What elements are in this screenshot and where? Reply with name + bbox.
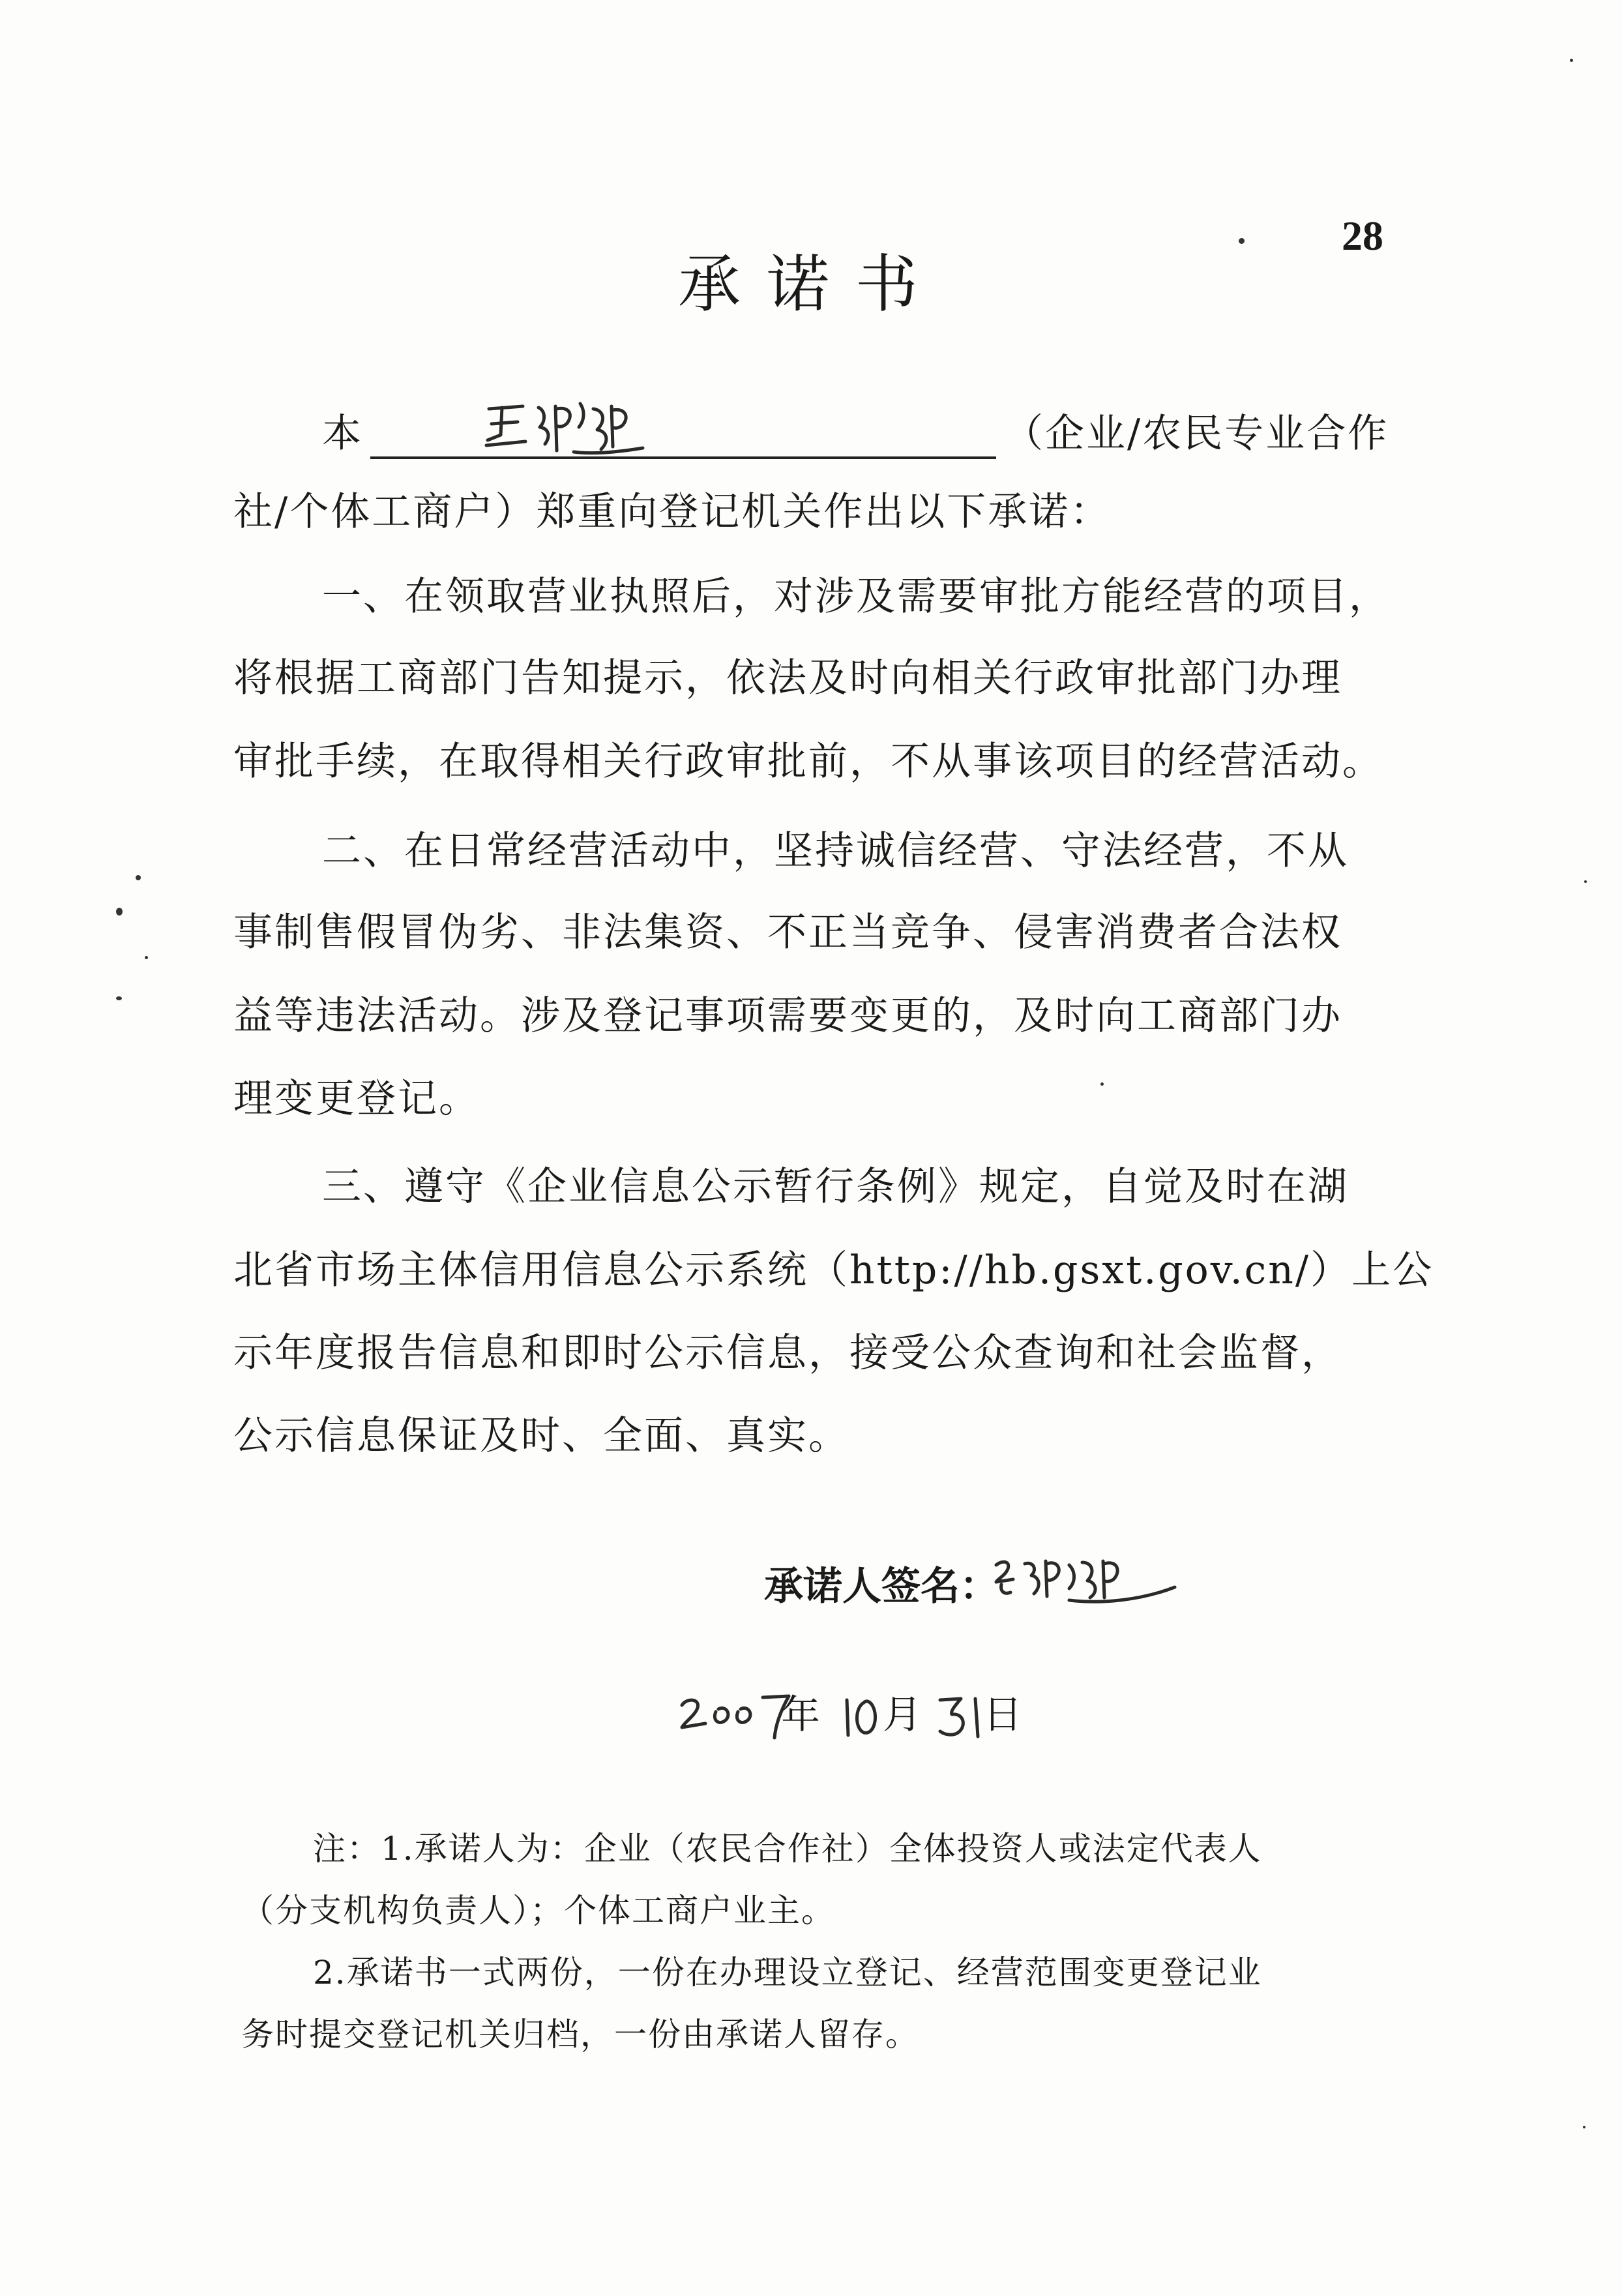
note-line-2: （分支机构负责人）；个体工商户业主。 (241, 1892, 835, 1930)
handwritten-signature (991, 1545, 1180, 1611)
paragraph-2-line-2: 事制售假冒伪劣、非法集资、不正当竞争、侵害消费者合法权 (233, 910, 1342, 955)
intro-label: 本 (322, 411, 361, 456)
paragraph-1-line-1: 一、在领取营业执照后，对涉及需要审批方能经营的项目， (322, 574, 1390, 619)
intro-line-2: 社/个体工商户）郑重向登记机关作出以下承诺： (233, 489, 1112, 535)
paragraph-3-line-3: 示年度报告信息和即时公示信息，接受公众查询和社会监督， (233, 1330, 1342, 1376)
paragraph-3-line-1: 三、遵守《企业信息公示暂行条例》规定，自觉及时在湖 (322, 1164, 1349, 1210)
scan-speck (1583, 2126, 1585, 2128)
name-underline (370, 456, 996, 459)
paragraph-3-line-4: 公示信息保证及时、全面、真实。 (233, 1413, 849, 1459)
note-line-1: 注：1.承诺人为：企业（农民合作社）全体投资人或法定代表人 (313, 1830, 1262, 1868)
scan-speck (116, 996, 122, 1000)
paragraph-2-line-4: 理变更登记。 (233, 1076, 480, 1122)
paragraph-2-line-1: 二、在日常经营活动中，坚持诚信经营、守法经营，不从 (322, 828, 1349, 874)
paragraph-2-line-3: 益等违法活动。涉及登记事项需要变更的，及时向工商部门办 (233, 993, 1342, 1039)
scan-speck (1239, 238, 1245, 244)
signature-label: 承诺人签名： (764, 1564, 999, 1609)
note-line-3: 2.承诺书一式两份，一份在办理设立登记、经营范围变更登记业 (313, 1954, 1262, 1991)
note-line-4: 务时提交登记机关归档，一份由承诺人留存。 (241, 2016, 919, 2053)
date-day-label: 日 (983, 1692, 1022, 1738)
entity-types: （企业/农民专业合作 (1004, 411, 1389, 456)
paragraph-1-line-2: 将根据工商部门告知提示，依法及时向相关行政审批部门办理 (233, 655, 1342, 701)
date-year-label: 年 (781, 1692, 820, 1738)
document-title: 承诺书 (678, 248, 944, 321)
paragraph-3-line-2: 北省市场主体信用信息公示系统（http://hb.gsxt.gov.cn/）上公 (233, 1247, 1434, 1293)
handwritten-month (838, 1686, 890, 1744)
scan-speck (1570, 59, 1573, 62)
scan-speck (145, 956, 148, 959)
paragraph-1-line-3: 审批手续，在取得相关行政审批前，不从事该项目的经营活动。 (233, 739, 1383, 784)
handwritten-name (482, 395, 652, 460)
scan-speck (116, 908, 123, 916)
scan-speck (1584, 880, 1587, 883)
date-month-label: 月 (883, 1692, 922, 1738)
page-number: 28 (1342, 213, 1383, 259)
scan-speck (136, 875, 141, 880)
scan-speck (1100, 1082, 1104, 1086)
